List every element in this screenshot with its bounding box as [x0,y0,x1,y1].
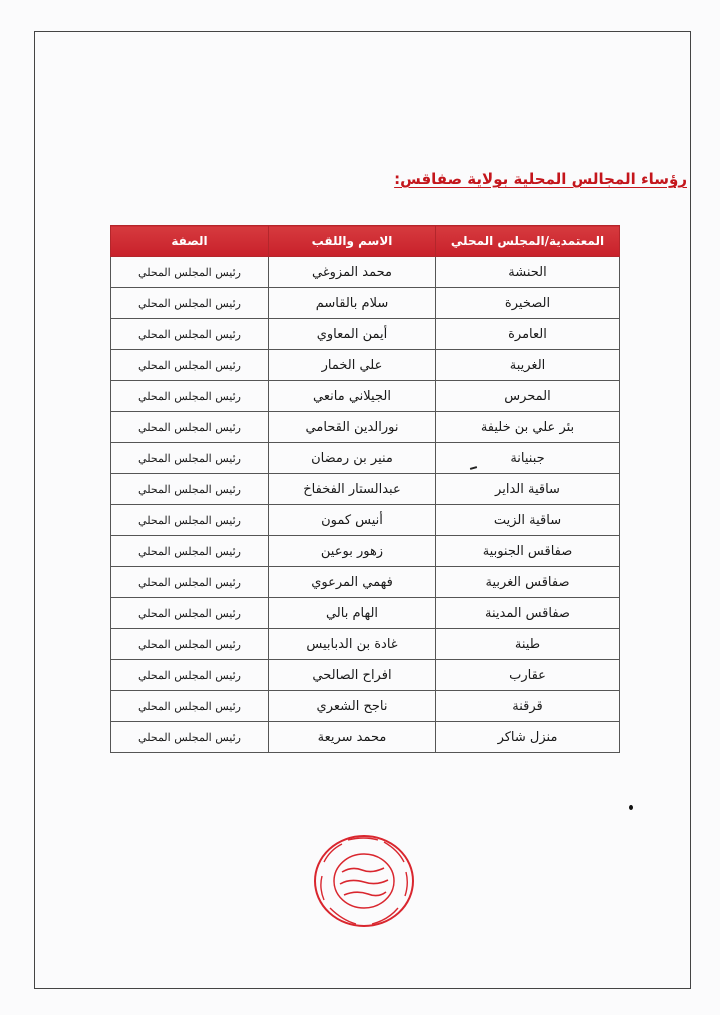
header-role: الصفة [111,226,269,257]
role-cell: رئيس المجلس المحلي [111,598,269,629]
document-title: رؤساء المجالس المحلية بولاية صفاقس: [394,170,687,188]
name-cell: فهمي المرعوي [269,567,436,598]
header-name: الاسم واللقب [269,226,436,257]
delegation-cell: صفاقس الغربية [436,567,620,598]
delegation-cell: ساقية الزيت [436,505,620,536]
table-row [111,629,620,660]
table-row [111,350,620,381]
name-cell: سلام بالقاسم [269,288,436,319]
table-body [111,257,620,753]
name-cell: الهام بالي [269,598,436,629]
table-row [111,381,620,412]
delegation-cell: طينة [436,629,620,660]
name-cell: الجيلاني مانعي [269,381,436,412]
name-cell: عبدالستار الفخفاخ [269,474,436,505]
table-row [111,660,620,691]
header-delegation: المعتمدية/المجلس المحلي [436,226,620,257]
name-cell: نورالدين القحامي [269,412,436,443]
table-row [111,691,620,722]
table-row [111,288,620,319]
name-cell: منير بن رمضان [269,443,436,474]
council-table [110,225,620,753]
role-cell: رئيس المجلس المحلي [111,319,269,350]
role-cell: رئيس المجلس المحلي [111,474,269,505]
role-cell: رئيس المجلس المحلي [111,381,269,412]
delegation-cell: ساقية الداير [436,474,620,505]
delegation-cell: الصخيرة [436,288,620,319]
delegation-cell: عقارب [436,660,620,691]
table-row [111,319,620,350]
table-row [111,567,620,598]
name-cell: محمد سريعة [269,722,436,753]
role-cell: رئيس المجلس المحلي [111,722,269,753]
table-row [111,598,620,629]
table-row [111,443,620,474]
role-cell: رئيس المجلس المحلي [111,536,269,567]
name-cell: أيمن المعاوي [269,319,436,350]
role-cell: رئيس المجلس المحلي [111,629,269,660]
role-cell: رئيس المجلس المحلي [111,288,269,319]
table-row [111,412,620,443]
name-cell: افراح الصالحي [269,660,436,691]
role-cell: رئيس المجلس المحلي [111,257,269,288]
role-cell: رئيس المجلس المحلي [111,691,269,722]
name-cell: محمد المزوغي [269,257,436,288]
role-cell: رئيس المجلس المحلي [111,443,269,474]
role-cell: رئيس المجلس المحلي [111,660,269,691]
delegation-cell: الحنشة [436,257,620,288]
table-row [111,536,620,567]
delegation-cell: الغريبة [436,350,620,381]
role-cell: رئيس المجلس المحلي [111,412,269,443]
delegation-cell: العامرة [436,319,620,350]
table-header-row [111,226,620,257]
role-cell: رئيس المجلس المحلي [111,567,269,598]
table-row [111,722,620,753]
delegation-cell: منزل شاكر [436,722,620,753]
role-cell: رئيس المجلس المحلي [111,505,269,536]
delegation-cell: المحرس [436,381,620,412]
name-cell: غادة بن الدبابيس [269,629,436,660]
table-row [111,474,620,505]
delegation-cell: بئر علي بن خليفة [436,412,620,443]
name-cell: علي الخمار [269,350,436,381]
name-cell: أنيس كمون [269,505,436,536]
name-cell: ناجح الشعري [269,691,436,722]
delegation-cell: قرقنة [436,691,620,722]
role-cell: رئيس المجلس المحلي [111,350,269,381]
official-stamp [312,832,416,930]
name-cell: زهور بوعين [269,536,436,567]
table-row [111,505,620,536]
table-row [111,257,620,288]
delegation-cell: صفاقس الجنوبية [436,536,620,567]
ink-dot [629,805,633,810]
delegation-cell: جبنيانة [436,443,620,474]
delegation-cell: صفاقس المدينة [436,598,620,629]
